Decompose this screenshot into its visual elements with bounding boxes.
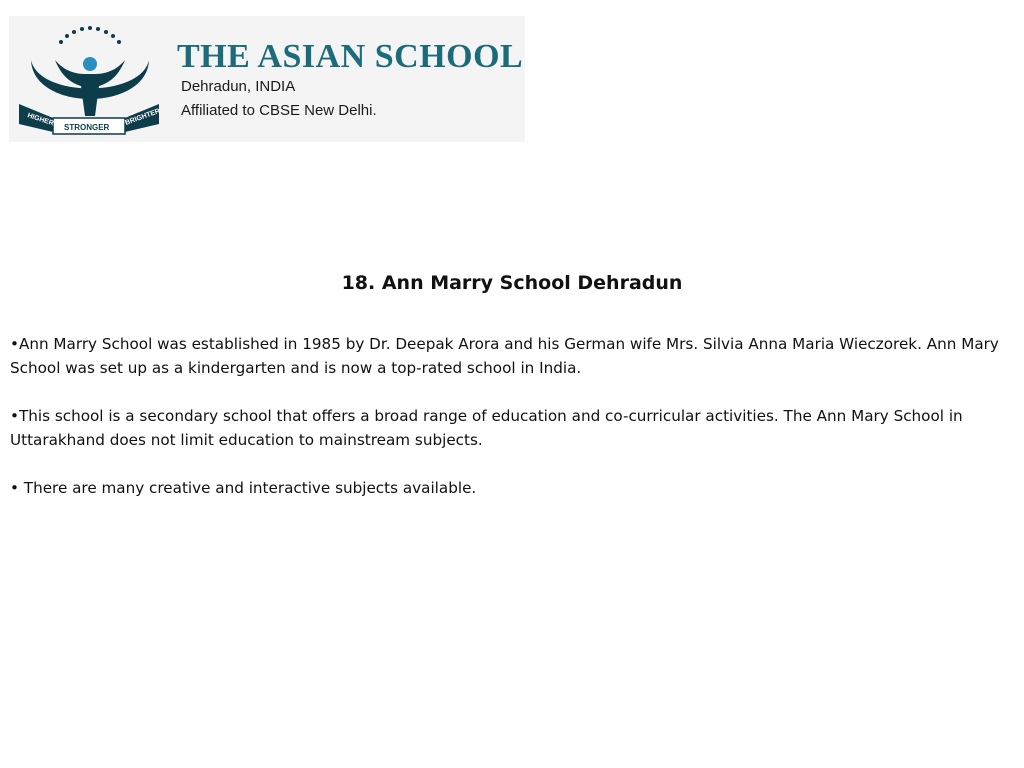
bullet-paragraph: •This school is a secondary school that offers a broad range of education and co-curricular activities. The Ann Mary School in Uttarakhand does not limit education to mainstream subjects. <box>10 407 963 449</box>
school-location: Dehradun, INDIA <box>181 78 296 95</box>
school-affiliation: Affiliated to CBSE New Delhi. <box>181 102 377 119</box>
school-logo-banner <box>9 16 525 142</box>
bullet-paragraph: •Ann Marry School was established in 1985 by Dr. Deepak Arora and his German wife Mrs. Silvia Anna Maria Wieczorek. Ann Mary School was set up as a kindergarten and is now a top-rated school in India. <box>10 335 999 377</box>
slide-content <box>10 332 1014 524</box>
slide-title: 18. Ann Marry School Dehradun <box>341 272 683 294</box>
emblem-word-higher: HIGHER <box>26 112 55 128</box>
school-name: THE ASIAN SCHOOL <box>177 38 524 75</box>
bullet-paragraph: • There are many creative and interactive subjects available. <box>10 479 477 497</box>
school-emblem-icon <box>13 20 163 140</box>
emblem-word-brighter: BRIGHTER <box>124 107 162 127</box>
emblem-word-stronger: STRONGER <box>64 123 110 132</box>
